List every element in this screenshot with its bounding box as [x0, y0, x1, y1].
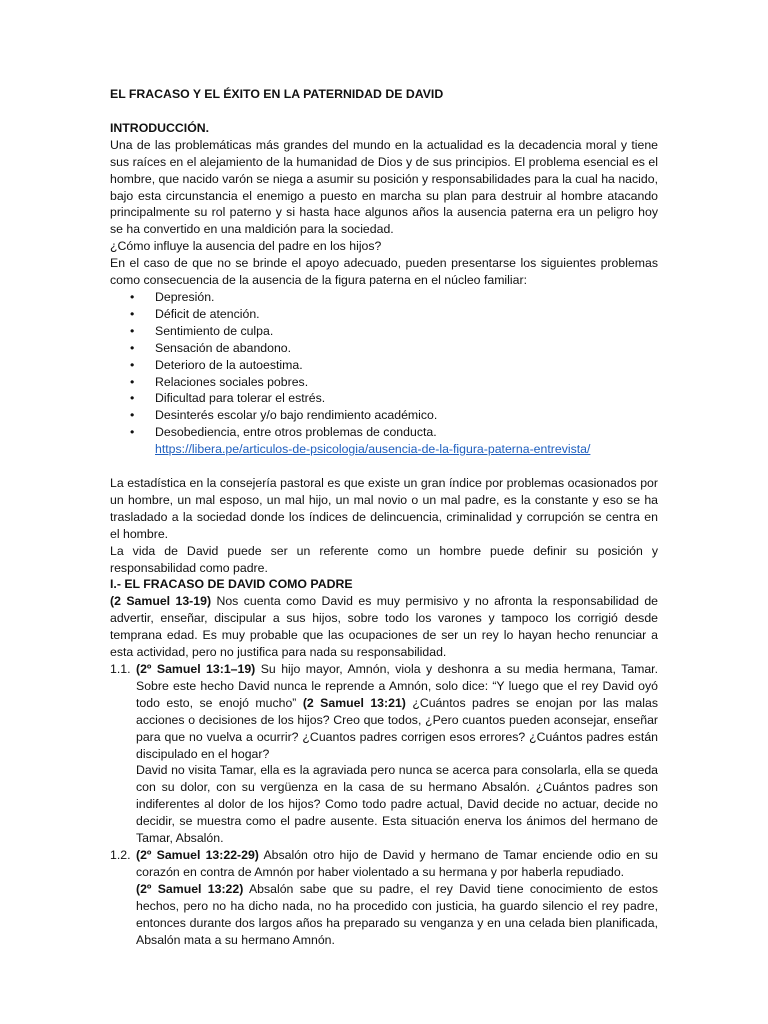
bullet-icon: • — [130, 289, 135, 304]
bullet-icon: • — [130, 323, 135, 338]
subsection-number: 1.2. — [110, 847, 131, 862]
problems-list — [110, 289, 658, 441]
source-link[interactable]: https://libera.pe/articulos-de-psicologia/ausencia-de-la-figura-paterna-entrevista/ — [155, 442, 591, 457]
subsection-1-1: 1.1. (2º Samuel 13:1–19) Su hijo mayor, Amnón, viola y deshonra a su media hermana, Tamar. Sobre este hecho David nunca le reprende a Amnón, solo dice: “Y luego que el rey David oyó todo esto, se enojó mucho” (2 Samuel 13:21) ¿Cuántos padres se enojan por las malas acciones o decisiones de los hijos? Creo que todos, ¿Pero cuantos pueden aconsejar, enseñar para que no vuelva a ocurrir? ¿Cuantos padres corrigen esos errores? ¿Cuántos padres están discipulado en el hogar? David no visita Tamar, ella es la agraviada pero nunca se acerca para consolarla, ella se queda con su dolor, con su vergüenza en la casa de su hermano Absalón. ¿Cuántos padres son indiferentes al dolor de los hijos? Como todo padre actual, David decide no actuar, decide no decidir, se muestra como el padre ausente. Esta situación enerva los ánimos del hermano de Tamar, Absalón. — [110, 662, 658, 846]
bullet-icon: • — [130, 374, 135, 389]
subsection-number: 1.1. — [110, 662, 131, 676]
list-item: • Deterioro de la autoestima. — [130, 357, 303, 372]
bullet-icon: • — [130, 357, 135, 372]
bullet-icon: • — [130, 306, 135, 321]
scripture-reference: (2 Samuel 13-19) — [110, 594, 212, 609]
list-item: • Dificultad para tolerar el estrés. — [130, 391, 326, 406]
list-item: • Relaciones sociales pobres. — [130, 374, 309, 389]
bullet-icon: • — [130, 340, 135, 355]
list-item: • Desobediencia, entre otros problemas de conducta. — [130, 425, 437, 440]
list-item: • Sensación de abandono. — [130, 340, 292, 355]
bullet-icon: • — [130, 425, 135, 440]
intro-heading: INTRODUCCIÓN. — [110, 120, 210, 135]
section-1-heading: I.- EL FRACASO DE DAVID COMO PADRE — [110, 577, 353, 592]
bullet-icon: • — [130, 391, 135, 406]
list-item: • Depresión. — [130, 289, 215, 304]
list-item: • Sentimiento de culpa. — [130, 323, 274, 338]
scripture-reference: (2º Samuel 13:1–19) — [136, 662, 256, 676]
document-title: EL FRACASO Y EL ÉXITO EN LA PATERNIDAD DE DAVID — [110, 87, 444, 101]
document-page — [110, 86, 658, 948]
section-1-paragraph: (2 Samuel 13-19) Nos cuenta como David es muy permisivo y no afronta la responsabilidad de advertir, enseñar, discipular a sus hijos, sobre todo los varones y tampoco los corrigió desde temprana edad. Es muy probable que las ocupaciones de ser un rey lo hayan hecho renunciar a esta actividad, pero no justifica para nada su responsabilidad. — [110, 594, 658, 660]
question-line: ¿Cómo influye la ausencia del padre en los hijos? — [110, 239, 382, 254]
statistics-paragraph: La estadística en la consejería pastoral es que existe un gran índice por problemas ocasionados por un hombre, un mal esposo, un mal hijo, un mal novio o un mal padre, es la constante y eso se ha trasladado a la sociedad donde los índices de delincuencia, criminalidad y corrupción se centra en el hombre. — [110, 476, 658, 541]
david-paragraph: La vida de David puede ser un referente como un hombre puede definir su posición y responsabilidad como padre. — [110, 543, 658, 575]
scripture-reference: (2º Samuel 13:22) — [136, 881, 244, 896]
list-item: • Déficit de atención. — [130, 306, 260, 321]
scripture-reference: (2 Samuel 13:21) — [302, 695, 406, 710]
subsection-1-2: 1.2. (2º Samuel 13:22-29) Absalón otro hijo de David y hermano de Tamar enciende odio en su corazón en contra de Amnón por haber violentado a su hermana y por haberla repudiado. (2º Samuel 13:22) Absalón sabe que su padre, el rey David tiene conocimiento de estos hechos, pero no ha dicho nada, no ha procedido con justicia, ha guardo silencio el rey padre, entonces durante dos largos años ha preparado su venganza y en una celada bien planificada, Absalón mata a su hermano Amnón. — [110, 847, 659, 947]
list-item: • Desinterés escolar y/o bajo rendimiento académico. — [130, 408, 438, 423]
scripture-reference: (2º Samuel 13:22-29) — [136, 847, 259, 862]
bullet-icon: • — [130, 408, 135, 423]
lead-in-paragraph: En el caso de que no se brinde el apoyo adecuado, pueden presentarse los siguientes problemas como consecuencia de la ausencia de la figura paterna en el núcleo familiar: — [110, 256, 658, 288]
intro-paragraph: Una de las problemáticas más grandes del mundo en la actualidad es la decadencia moral y tiene sus raíces en el alejamiento de la humanidad de Dios y de sus principios. El problema esencial es el hombre, que nacido varón se niega a asumir su posición y responsabilidades para la cual ha nacido, bajo esta circunstancia el enemigo a puesto en marcha su plan para destruir al hombre atacando principalmente su rol paterno y si hasta hace algunos años la ausencia paterna era un peligro hoy se ha convertido en una maldición para la sociedad. — [110, 137, 658, 237]
